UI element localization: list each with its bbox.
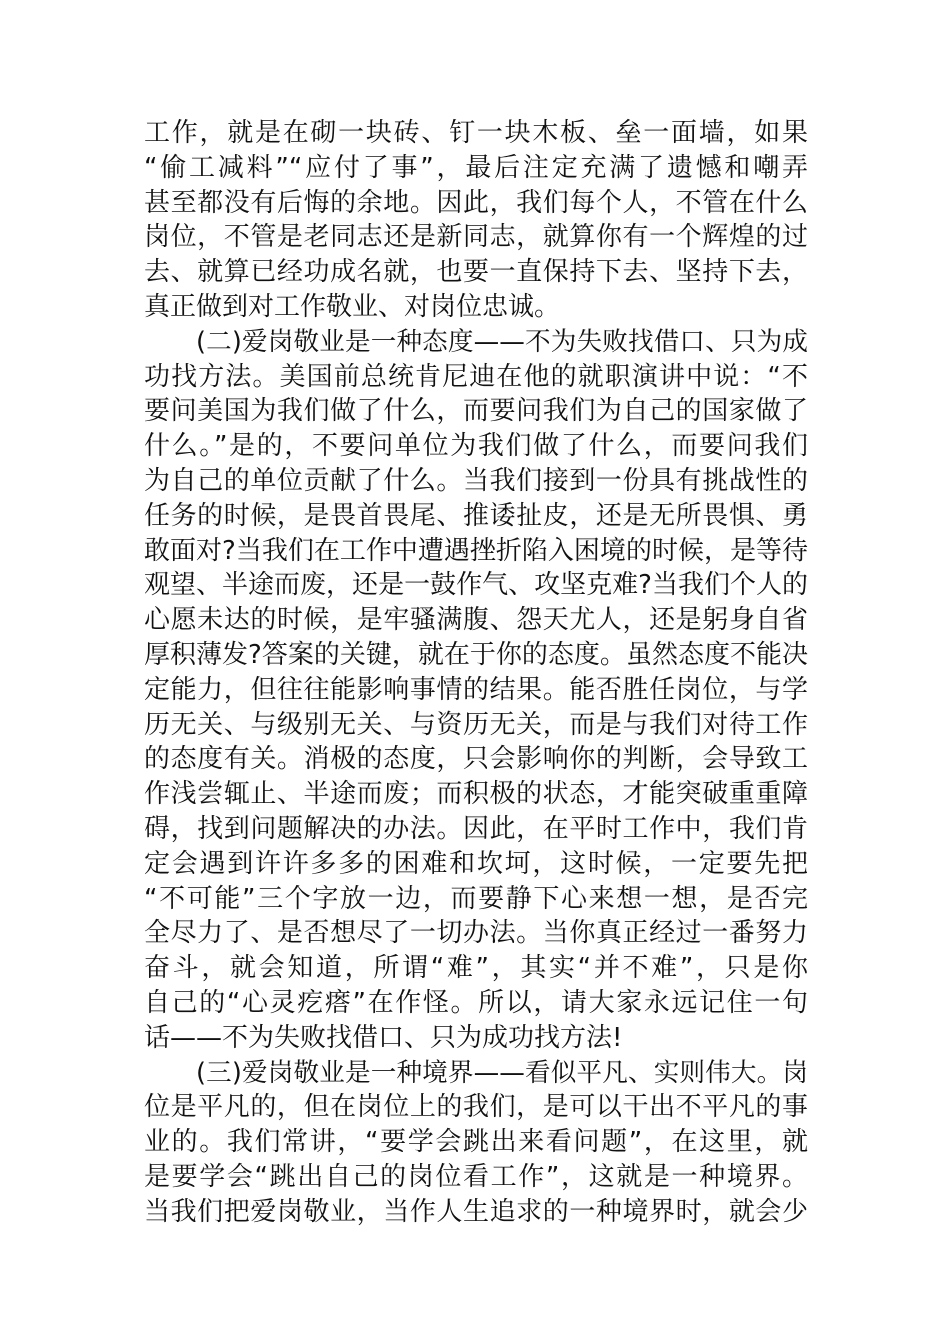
text-line: 历无关、与级别无关、与资历无关，而是与我们对待工作	[144, 709, 808, 740]
text-line: 厚积薄发?答案的关键，就在于你的态度。虽然态度不能决	[144, 639, 808, 670]
text-line: 甚至都没有后悔的余地。因此，我们每个人，不管在什么	[144, 187, 808, 218]
text-line: 敢面对?当我们在工作中遭遇挫折陷入困境的时候，是等待	[144, 535, 808, 566]
text-line: 观望、半途而废，还是一鼓作气、攻坚克难?当我们个人的	[144, 570, 808, 601]
text-line: 自己的“心灵疙瘩”在作怪。所以，请大家永远记住一句	[144, 987, 808, 1018]
text-line: 为自己的单位贡献了什么。当我们接到一份具有挑战性的	[144, 465, 808, 496]
text-line: 定会遇到许许多多的困难和坎坷，这时候，一定要先把	[144, 848, 808, 879]
text-line: 的态度有关。消极的态度，只会影响你的判断，会导致工	[144, 744, 808, 775]
text-line: 工作，就是在砌一块砖、钉一块木板、垒一面墙，如果	[144, 118, 808, 148]
text-line: “不可能”三个字放一边，而要静下心来想一想，是否完	[144, 883, 808, 914]
text-line: 是要学会“跳出自己的岗位看工作”，这就是一种境界。	[144, 1161, 808, 1192]
document-body-text	[144, 116, 808, 1230]
text-line: 定能力，但往往能影响事情的结果。能否胜任岗位，与学	[144, 674, 808, 705]
text-line: 去、就算已经功成名就，也要一直保持下去、坚持下去，	[144, 257, 808, 288]
text-line: 要问美国为我们做了什么，而要问我们为自己的国家做了	[144, 396, 808, 427]
text-line: 真正做到对工作敬业、对岗位忠诚。	[144, 291, 561, 322]
text-line: (三)爱岗敬业是一种境界——看似平凡、实则伟大。岗	[196, 1057, 808, 1088]
text-line: 位是平凡的，但在岗位上的我们，是可以干出不平凡的事	[144, 1092, 808, 1123]
text-line: 什么。”是的，不要问单位为我们做了什么，而要问我们	[144, 431, 808, 462]
text-line: 话——不为失败找借口、只为成功找方法!	[144, 1022, 623, 1053]
text-line: 碍，找到问题解决的办法。因此，在平时工作中，我们肯	[144, 813, 808, 844]
text-line: “偷工减料”“应付了事”，最后注定充满了遗憾和嘲弄	[144, 152, 808, 183]
text-line: 心愿未达的时候，是牢骚满腹、怨天尤人，还是躬身自省	[144, 605, 808, 636]
text-line: 业的。我们常讲，“要学会跳出来看问题”，在这里，就	[144, 1127, 808, 1158]
text-line: (二)爱岗敬业是一种态度——不为失败找借口、只为成	[196, 326, 808, 357]
text-line: 全尽力了、是否想尽了一切办法。当你真正经过一番努力	[144, 918, 808, 949]
text-line: 功找方法。美国前总统肯尼迪在他的就职演讲中说：“不	[144, 361, 808, 392]
text-line: 作浅尝辄止、半途而废；而积极的状态，才能突破重重障	[144, 779, 808, 810]
text-line: 当我们把爱岗敬业，当作人生追求的一种境界时，就会少	[144, 1196, 808, 1227]
text-line: 奋斗，就会知道，所谓“难”，其实“并不难”，只是你	[144, 953, 808, 984]
text-line: 任务的时候，是畏首畏尾、推诿扯皮，还是无所畏惧、勇	[144, 500, 808, 531]
text-line: 岗位，不管是老同志还是新同志，就算你有一个辉煌的过	[144, 222, 808, 253]
